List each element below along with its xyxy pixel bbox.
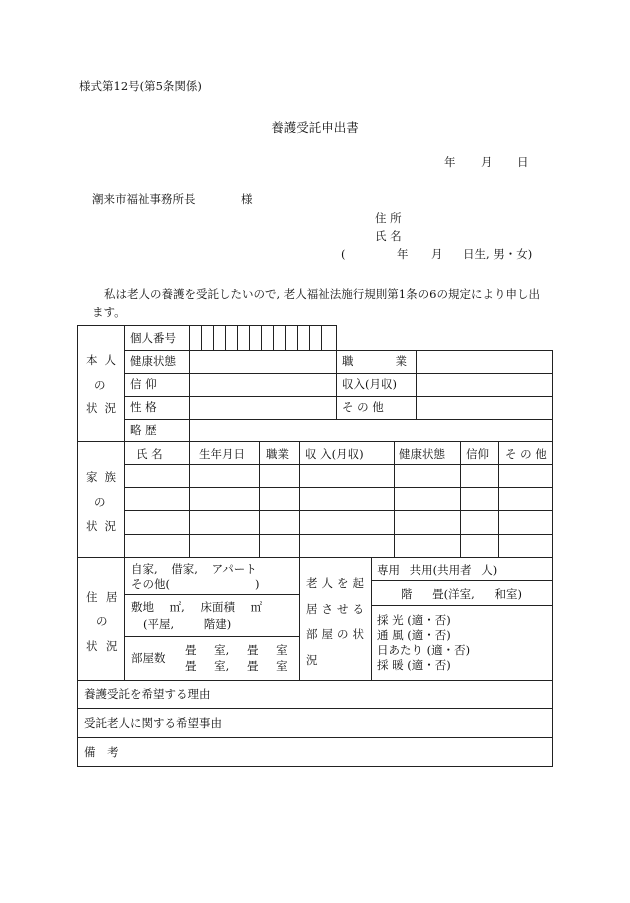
family-header-occupation: 職業 xyxy=(266,447,289,461)
faith-value-cell[interactable] xyxy=(190,374,335,396)
dwelling-type-line1: 自家, 借家, アパート xyxy=(131,562,257,576)
rooms-line2: 畳 室, 畳 室 xyxy=(185,659,288,673)
col-line xyxy=(299,557,300,680)
personal-number-label: 個人番号 xyxy=(130,331,176,345)
dwelling-type-close: ) xyxy=(255,577,260,591)
remarks-field[interactable] xyxy=(130,738,552,766)
row-line xyxy=(371,580,553,581)
elder-room-label-2: 居させる xyxy=(306,602,368,616)
self-label-char: 状 xyxy=(86,401,98,415)
reason-field[interactable] xyxy=(250,681,552,708)
remarks-label: 備 考 xyxy=(84,745,119,759)
elder-room-label-1: 老人を起 xyxy=(306,576,368,590)
family-header-name: 氏 名 xyxy=(136,447,163,461)
col-line xyxy=(371,557,372,680)
self-label-char: 本 xyxy=(86,353,98,367)
elder-room-label-3: 部屋の状 xyxy=(306,627,368,641)
residence-label-char: 況 xyxy=(106,639,118,653)
other-value-cell[interactable] xyxy=(417,397,552,419)
residence-label-char: 住 xyxy=(86,590,98,604)
document-title: 養護受託申出書 xyxy=(271,120,359,135)
name-label: 氏 名 xyxy=(375,229,402,243)
date-month: 月 xyxy=(481,155,493,169)
residence-label-char: 居 xyxy=(106,590,118,604)
family-header-birthdate: 生年月日 xyxy=(199,447,245,461)
room-use-line: 専用 共用(共用者 人) xyxy=(377,563,498,577)
address-label: 住 所 xyxy=(375,211,402,225)
row-line xyxy=(371,605,553,606)
family-label-char: 家 xyxy=(86,470,98,484)
rooms-label: 部屋数 xyxy=(131,651,166,665)
dwelling-type-line2: その他( xyxy=(131,577,170,591)
family-header-health: 健康状態 xyxy=(399,447,445,461)
self-label-line1 xyxy=(86,353,116,367)
row-line xyxy=(124,636,299,637)
self-label-char: の xyxy=(94,378,106,392)
request-label: 受託老人に関する希望事由 xyxy=(84,716,222,730)
family-header-income: 収 入(月収) xyxy=(305,447,364,461)
family-label-line3 xyxy=(86,519,116,533)
occupation-value-cell[interactable] xyxy=(417,351,552,373)
occupation-text: 職業 xyxy=(342,354,449,368)
family-label-char: の xyxy=(94,495,106,509)
ventilation-line: 通 風 (適・否) xyxy=(377,628,451,642)
date-day: 日 xyxy=(517,155,529,169)
birth-year: 年 xyxy=(397,247,409,261)
character-label: 性 格 xyxy=(130,400,157,414)
birth-open: ( xyxy=(341,247,346,261)
date-year: 年 xyxy=(444,155,456,169)
elder-room-label-4: 況 xyxy=(306,653,318,667)
sunlight-line: 日あたり (適・否) xyxy=(377,643,471,657)
character-value-cell[interactable] xyxy=(190,397,335,419)
history-label: 略 歴 xyxy=(130,423,157,437)
rooms-line1: 畳 室, 畳 室 xyxy=(185,643,288,657)
request-field[interactable] xyxy=(250,709,552,737)
addressee-office: 潮来市福祉事務所長 xyxy=(92,192,196,206)
family-header-other: そ の 他 xyxy=(505,447,547,461)
health-label: 健康状態 xyxy=(130,354,176,368)
frame-gap xyxy=(551,324,554,350)
family-entry-rows[interactable] xyxy=(125,465,552,557)
other-label: そ の 他 xyxy=(342,400,384,414)
self-label-char: 人 xyxy=(104,353,116,367)
heating-line: 採 暖 (適・否) xyxy=(377,658,451,672)
occupation-label xyxy=(342,354,449,368)
section-line xyxy=(77,441,553,442)
history-value-cell[interactable] xyxy=(190,420,552,441)
addressee-honorific: 様 xyxy=(241,192,253,206)
statement-line-2: ます。 xyxy=(92,305,126,319)
row-line xyxy=(124,594,299,595)
building-type-line: (平屋, 階建) xyxy=(143,617,232,631)
site-area-line: 敷地 ㎡, 床面積 ㎡ xyxy=(131,600,263,614)
residence-label-char: の xyxy=(96,614,108,628)
section-line xyxy=(77,557,553,558)
room-floor-line: 階 畳(洋室, 和室) xyxy=(401,587,522,601)
family-label-char: 況 xyxy=(104,519,116,533)
lighting-line: 採 光 (適・否) xyxy=(377,613,451,627)
family-label-line1 xyxy=(86,470,116,484)
residence-label-char: 状 xyxy=(86,639,98,653)
number-end-line xyxy=(336,325,337,351)
self-label-line3 xyxy=(86,401,116,415)
birth-day-sex: 日生, 男・女) xyxy=(463,247,533,261)
family-label-char: 族 xyxy=(104,470,116,484)
income-value-cell[interactable] xyxy=(417,374,552,396)
income-label: 収入(月収) xyxy=(342,377,397,391)
faith-label: 信 仰 xyxy=(130,377,157,391)
statement-line-1: 私は老人の養護を受託したいので, 老人福祉法施行規則第1条の6の規定により申し出 xyxy=(104,287,540,301)
blank-area xyxy=(336,326,552,350)
health-value-cell[interactable] xyxy=(190,351,335,373)
self-label-char: 況 xyxy=(104,401,116,415)
family-header-faith: 信仰 xyxy=(466,447,489,461)
family-label-char: 状 xyxy=(86,519,98,533)
reason-label: 養護受託を希望する理由 xyxy=(84,687,211,701)
form-number: 様式第12号(第5条関係) xyxy=(79,79,202,93)
col-line xyxy=(336,350,337,419)
birth-month: 月 xyxy=(431,247,443,261)
frame-gap xyxy=(337,324,554,326)
